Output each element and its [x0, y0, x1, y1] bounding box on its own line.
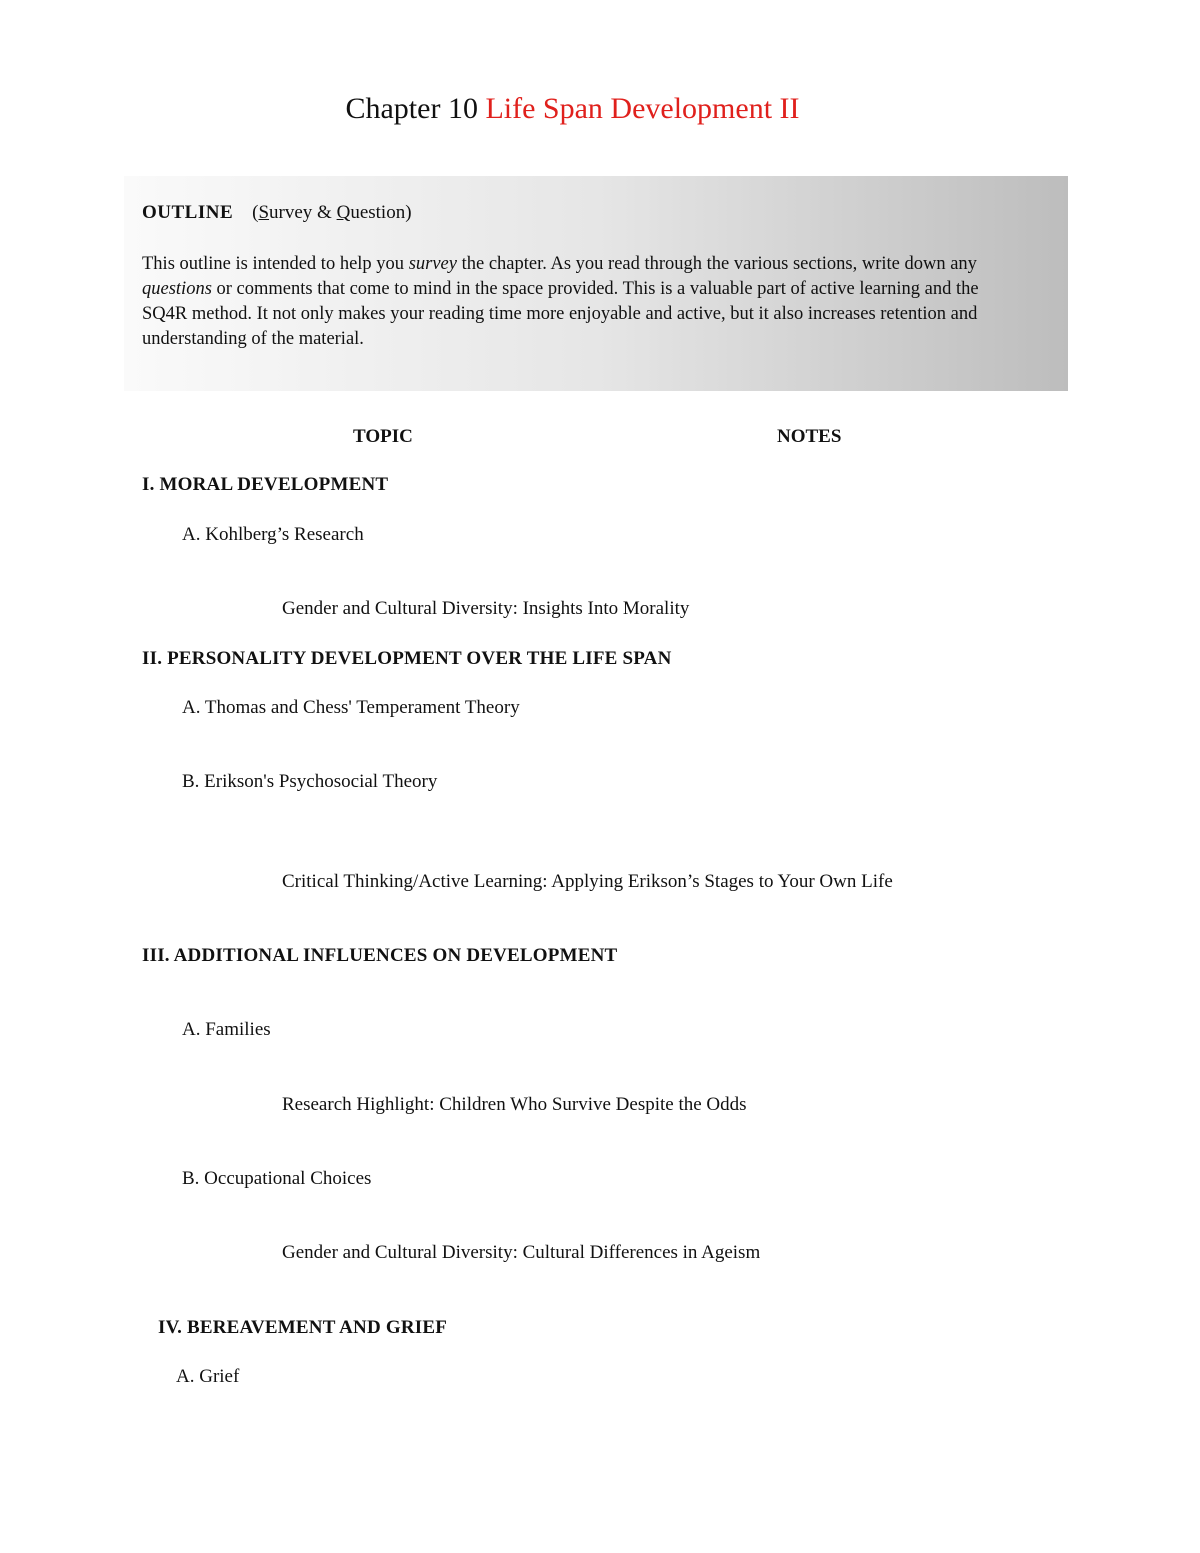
- notes-column-heading: NOTES: [777, 426, 842, 447]
- outline-question-rest: uestion): [350, 202, 412, 223]
- outline-description: [142, 252, 1022, 352]
- outline-text-3: or comments that come to mind in the space provided. This is a valuable part of active learning and the SQ4R method. It not only makes your reading time more enjoyable and active, but it also increases retention and understanding of the material.: [142, 279, 979, 349]
- subtopic-temperament-theory: A. Thomas and Chess' Temperament Theory: [182, 697, 520, 718]
- section-bereavement-and-grief: IV. BEREAVEMENT AND GRIEF: [158, 1317, 448, 1338]
- outline-question-initial: Q: [336, 202, 351, 223]
- feature-applying-eriksons-stages: Critical Thinking/Active Learning: Applying Erikson’s Stages to Your Own Life: [282, 871, 893, 892]
- subtopic-psychosocial-theory: B. Erikson's Psychosocial Theory: [182, 771, 438, 792]
- feature-children-who-survive: Research Highlight: Children Who Survive Despite the Odds: [282, 1094, 747, 1115]
- chapter-title-prefix: Chapter 10: [345, 92, 486, 125]
- outline-survey-rest: urvey &: [269, 202, 337, 223]
- section-moral-development: I. MORAL DEVELOPMENT: [142, 474, 389, 495]
- section-additional-influences: III. ADDITIONAL INFLUENCES ON DEVELOPMENT: [142, 945, 618, 966]
- outline-text-1: This outline is intended to help you: [142, 254, 409, 274]
- outline-survey-initial: S: [258, 202, 270, 223]
- section-personality-development: II. PERSONALITY DEVELOPMENT OVER THE LIFE SPAN: [142, 648, 672, 669]
- topic-column-heading: TOPIC: [353, 426, 413, 447]
- feature-insights-into-morality: Gender and Cultural Diversity: Insights Into Morality: [282, 598, 690, 619]
- subtopic-occupational-choices: B. Occupational Choices: [182, 1168, 372, 1189]
- subtopic-families: A. Families: [182, 1019, 271, 1040]
- chapter-title-highlight: Life Span Development II: [485, 92, 800, 125]
- outline-label: OUTLINE: [142, 202, 234, 223]
- feature-cultural-differences-ageism: Gender and Cultural Diversity: Cultural Differences in Ageism: [282, 1242, 761, 1263]
- subtopic-kohlberg: A. Kohlberg’s Research: [182, 524, 364, 545]
- subtopic-grief: A. Grief: [176, 1366, 240, 1387]
- outline-heading: [142, 202, 412, 224]
- outline-paren-open: (: [252, 202, 259, 223]
- chapter-title: [0, 92, 1145, 126]
- outline-emphasis-survey: survey: [408, 254, 457, 274]
- outline-text-2: the chapter. As you read through the various sections, write down any: [456, 254, 977, 274]
- outline-emphasis-questions: questions: [142, 279, 212, 299]
